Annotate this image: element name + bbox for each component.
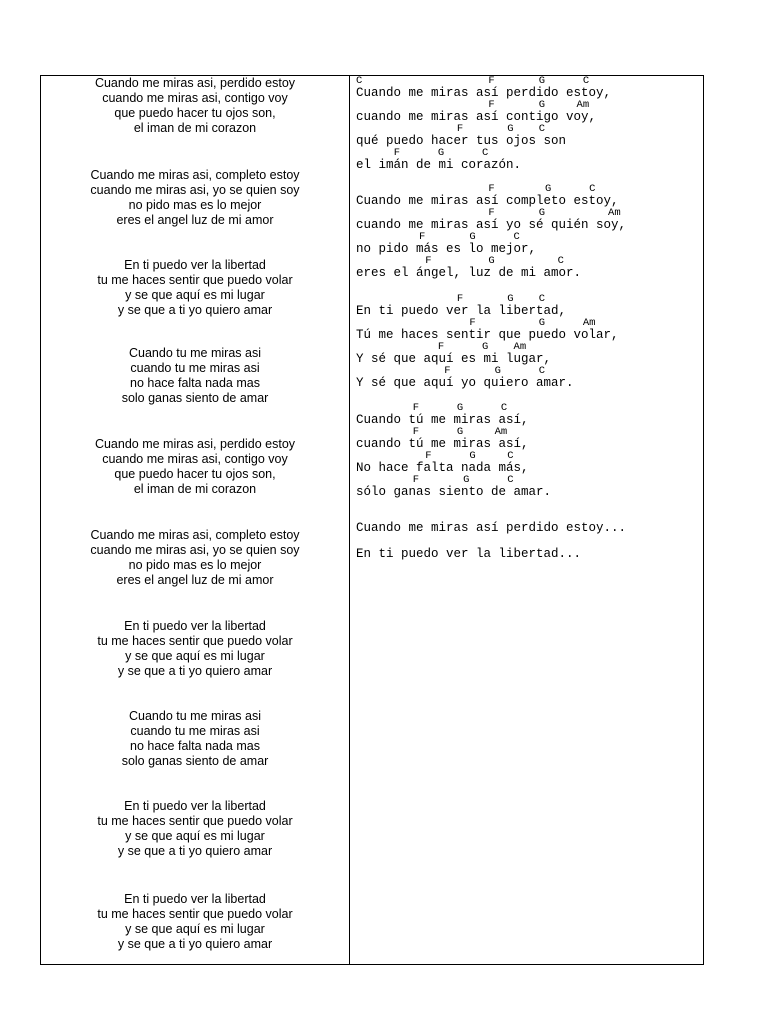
chord-line: F G C bbox=[356, 474, 514, 486]
lyric-line: que puedo hacer tu ojos son, bbox=[114, 106, 276, 120]
lyric-line: No hace falta nada más, bbox=[356, 461, 529, 475]
chord-lyric-pair bbox=[356, 475, 551, 499]
chord-line: F G C bbox=[356, 450, 514, 462]
lyric-line: cuando tu me miras asi bbox=[130, 361, 260, 375]
lyric-line: y se que aquí es mi lugar bbox=[125, 829, 265, 843]
chord-lyric-pair bbox=[356, 232, 626, 256]
chord-lyric-pair bbox=[356, 148, 611, 172]
chord-lyric-pair bbox=[356, 184, 626, 208]
chord-lyric-pair bbox=[356, 318, 619, 342]
chord-line: F G Am bbox=[356, 207, 621, 219]
lyric-line: no hace falta nada mas bbox=[130, 739, 260, 753]
lyric-line: Cuando me miras asi, perdido estoy bbox=[94, 76, 296, 90]
lyrics-verse bbox=[41, 619, 349, 679]
chord-lyric-pair bbox=[356, 403, 551, 427]
chord-line: F G Am bbox=[356, 341, 527, 353]
lyric-line: Cuando tu me miras asi bbox=[128, 346, 261, 360]
lyric-line: y se que a ti yo quiero amar bbox=[117, 844, 273, 858]
chord-line: C F G C bbox=[356, 75, 590, 87]
lyric-line: Cuando me miras asi, perdido estoy bbox=[94, 437, 296, 451]
lyric-line: cuando tu me miras asi bbox=[130, 724, 260, 738]
lyric-line: En ti puedo ver la libertad... bbox=[356, 547, 582, 561]
lyric-line: En ti puedo ver la libertad, bbox=[356, 304, 567, 318]
chord-stanza bbox=[356, 184, 626, 280]
chord-lyric-pair bbox=[356, 294, 619, 318]
lyric-line: Y sé que aquí es mi lugar, bbox=[356, 352, 552, 366]
lyric-line: Cuando me miras así completo estoy, bbox=[356, 194, 619, 208]
lyric-line: tu me haces sentir que puedo volar bbox=[97, 273, 293, 287]
chord-line: F G C bbox=[356, 147, 489, 159]
lyric-line: y se que a ti yo quiero amar bbox=[117, 937, 273, 951]
chord-lyric-pair bbox=[356, 342, 619, 366]
lyrics-verse bbox=[41, 346, 349, 406]
lyric-line: cuando me miras así yo sé quién soy, bbox=[356, 218, 627, 232]
chord-lyric-pair bbox=[356, 366, 619, 390]
lyric-line: Cuando tu me miras asi bbox=[128, 709, 261, 723]
lyric-line: cuando me miras asi, contigo voy bbox=[102, 91, 288, 105]
chord-lyric-pair bbox=[356, 451, 551, 475]
lyric-line: Cuando me miras asi, completo estoy bbox=[90, 528, 300, 542]
chord-line: F G C bbox=[356, 402, 508, 414]
lyric-line: que puedo hacer tu ojos son, bbox=[114, 467, 276, 481]
lyric-line: En ti puedo ver la libertad bbox=[124, 892, 266, 906]
chord-lyric-pair bbox=[356, 124, 611, 148]
chord-line: F G Am bbox=[356, 317, 596, 329]
chord-stanza bbox=[356, 294, 619, 390]
lyric-line: el iman de mi corazon bbox=[133, 121, 257, 135]
chords-column bbox=[356, 76, 701, 964]
lyric-line: Cuando me miras así perdido estoy... bbox=[356, 521, 627, 535]
lyric-line: En ti puedo ver la libertad bbox=[124, 799, 266, 813]
lyric-line: qué puedo hacer tus ojos son bbox=[356, 134, 567, 148]
lyric-line: Cuando me miras asi, completo estoy bbox=[90, 168, 300, 182]
lyric-line: tu me haces sentir que puedo volar bbox=[97, 907, 293, 921]
lyric-line: cuando me miras asi, contigo voy bbox=[102, 452, 288, 466]
lyrics-sheet-table bbox=[40, 75, 704, 965]
lyric-line: eres el angel luz de mi amor bbox=[116, 573, 274, 587]
lyric-line: cuando me miras asi, yo se quien soy bbox=[90, 543, 300, 557]
lyric-line: no hace falta nada mas bbox=[130, 376, 260, 390]
lyrics-verse bbox=[41, 709, 349, 769]
lyrics-verse bbox=[41, 76, 349, 136]
lyric-line: y se que aquí es mi lugar bbox=[125, 288, 265, 302]
lyric-line: eres el angel luz de mi amor bbox=[116, 213, 274, 227]
lyrics-verse bbox=[41, 528, 349, 588]
reprise-line bbox=[356, 521, 626, 535]
lyric-line: tu me haces sentir que puedo volar bbox=[97, 814, 293, 828]
lyrics-verse bbox=[41, 168, 349, 228]
lyric-line: el iman de mi corazon bbox=[133, 482, 257, 496]
lyric-line: Tú me haces sentir que puedo volar, bbox=[356, 328, 619, 342]
chord-line: F G C bbox=[356, 365, 546, 377]
lyric-line: y se que aquí es mi lugar bbox=[125, 922, 265, 936]
chord-lyric-pair bbox=[356, 76, 611, 100]
lyric-line: En ti puedo ver la libertad bbox=[124, 258, 266, 272]
chord-line: F G C bbox=[356, 123, 546, 135]
chord-line: F G C bbox=[356, 231, 520, 243]
lyrics-verse bbox=[41, 892, 349, 952]
lyric-line: solo ganas siento de amar bbox=[121, 754, 269, 768]
chord-line: F G C bbox=[356, 293, 546, 305]
chord-lyric-pair bbox=[356, 256, 626, 280]
reprise-line bbox=[356, 547, 581, 561]
lyrics-verse bbox=[41, 437, 349, 497]
lyric-line: eres el ángel, luz de mi amor. bbox=[356, 266, 582, 280]
lyric-line: el imán de mi corazón. bbox=[356, 158, 522, 172]
lyric-line: cuando me miras asi, yo se quien soy bbox=[90, 183, 300, 197]
lyric-line: tu me haces sentir que puedo volar bbox=[97, 634, 293, 648]
lyric-line: y se que aquí es mi lugar bbox=[125, 649, 265, 663]
lyric-line: no pido mas es lo mejor bbox=[128, 558, 262, 572]
chord-line: F G Am bbox=[356, 99, 590, 111]
lyric-line: Y sé que aquí yo quiero amar. bbox=[356, 376, 574, 390]
lyric-line: Cuando tú me miras así, bbox=[356, 413, 529, 427]
lyric-line: Cuando me miras así perdido estoy, bbox=[356, 86, 612, 100]
chord-lyric-pair bbox=[356, 100, 611, 124]
chord-line: F G C bbox=[356, 255, 564, 267]
lyric-line: y se que a ti yo quiero amar bbox=[117, 664, 273, 678]
lyric-line: sólo ganas siento de amar. bbox=[356, 485, 552, 499]
lyric-line: solo ganas siento de amar bbox=[121, 391, 269, 405]
lyrics-verse bbox=[41, 799, 349, 859]
chord-lyric-pair bbox=[356, 427, 551, 451]
chord-line: F G C bbox=[356, 183, 596, 195]
lyric-line: no pido más es lo mejor, bbox=[356, 242, 537, 256]
lyrics-verse bbox=[41, 258, 349, 318]
lyric-line: no pido mas es lo mejor bbox=[128, 198, 262, 212]
lyric-line: y se que a ti yo quiero amar bbox=[117, 303, 273, 317]
chord-stanza bbox=[356, 403, 551, 499]
chord-stanza bbox=[356, 76, 611, 172]
column-divider bbox=[349, 76, 350, 964]
chord-line: F G Am bbox=[356, 426, 508, 438]
lyric-line: cuando me miras así contigo voy, bbox=[356, 110, 597, 124]
chord-lyric-pair bbox=[356, 208, 626, 232]
lyrics-column bbox=[41, 76, 349, 964]
lyric-line: cuando tú me miras así, bbox=[356, 437, 529, 451]
lyric-line: En ti puedo ver la libertad bbox=[124, 619, 266, 633]
